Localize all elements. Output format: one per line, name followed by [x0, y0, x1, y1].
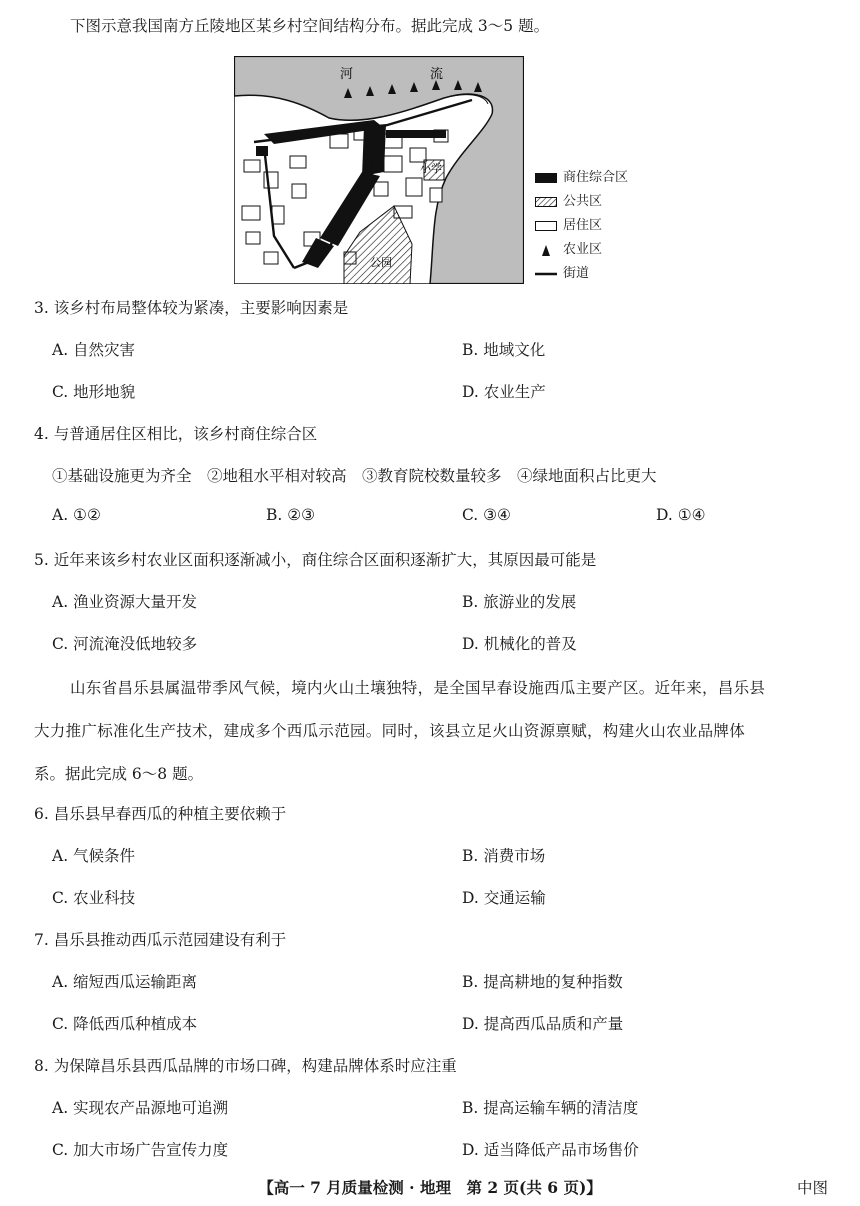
solid-block-icon [535, 173, 557, 183]
question-4-option-a: A. ①② [52, 506, 101, 524]
hatched-block-icon [535, 197, 557, 207]
question-4-option-b: B. ②③ [266, 506, 316, 524]
question-7-stem: 7. 昌乐县推动西瓜示范园建设有利于 [34, 931, 287, 949]
school-label: 小学 [420, 162, 442, 175]
river-label-1: 河 [340, 67, 354, 82]
legend-item-street: 街道 [535, 262, 628, 286]
legend-item-residential: 居住区 [535, 214, 628, 238]
question-5-stem: 5. 近年来该乡村农业区面积逐渐减小，商住综合区面积逐渐扩大，其原因最可能是 [34, 551, 597, 569]
question-3-option-c: C. 地形地貌 [52, 383, 136, 401]
question-6-option-c: C. 农业科技 [52, 889, 136, 907]
river-label-2: 流 [430, 67, 444, 82]
legend-item-public: 公共区 [535, 190, 628, 214]
question-3-option-d: D. 农业生产 [462, 383, 546, 401]
question-7-option-b: B. 提高耕地的复种指数 [462, 973, 623, 991]
legend-item-agriculture: 农业区 [535, 238, 628, 262]
intro-text: 下图示意我国南方丘陵地区某乡村空间结构分布。据此完成 3～5 题。 [70, 17, 550, 35]
question-5-option-d: D. 机械化的普及 [462, 635, 577, 653]
question-6-option-a: A. 气候条件 [52, 847, 136, 865]
question-8-stem: 8. 为保障昌乐县西瓜品牌的市场口碑，构建品牌体系时应注重 [34, 1057, 457, 1075]
question-5-option-a: A. 渔业资源大量开发 [52, 593, 198, 611]
question-7-option-a: A. 缩短西瓜运输距离 [52, 973, 198, 991]
question-5-option-c: C. 河流淹没低地较多 [52, 635, 198, 653]
passage-line-1: 山东省昌乐县属温带季风气候，境内火山土壤独特，是全国早春设施西瓜主要产区。近年来，昌乐县 [70, 679, 766, 697]
question-6-option-d: D. 交通运输 [462, 889, 546, 907]
question-7-option-c: C. 降低西瓜种植成本 [52, 1015, 198, 1033]
question-6-stem: 6. 昌乐县早春西瓜的种植主要依赖于 [34, 805, 287, 823]
question-4-stem: 4. 与普通居住区相比，该乡村商住综合区 [34, 425, 318, 443]
street-line-icon [535, 269, 557, 279]
question-7-option-d: D. 提高西瓜品质和产量 [462, 1015, 624, 1033]
passage-line-3: 系。据此完成 6～8 题。 [34, 765, 204, 783]
outline-block-icon [535, 221, 557, 231]
question-4-option-c: C. ③④ [462, 506, 511, 524]
question-8-option-b: B. 提高运输车辆的清洁度 [462, 1099, 639, 1117]
question-8-option-c: C. 加大市场广告宣传力度 [52, 1141, 229, 1159]
question-4-items: ①基础设施更为齐全 ②地租水平相对较高 ③教育院校数量较多 ④绿地面积占比更大 [52, 467, 657, 485]
village-map [234, 56, 524, 284]
question-3-option-a: A. 自然灾害 [52, 341, 136, 359]
question-3-option-b: B. 地域文化 [462, 341, 546, 359]
question-4-option-d: D. ①④ [656, 506, 706, 524]
page-footer: 【高一 7 月质量检测 · 地理 第 2 页(共 6 页)】 [258, 1178, 602, 1197]
question-5-option-b: B. 旅游业的发展 [462, 593, 577, 611]
page-corner-mark: 中图 [796, 1179, 828, 1197]
passage-line-2: 大力推广标准化生产技术，建成多个西瓜示范园。同时，该县立足火山资源禀赋，构建火山农业品牌体 [34, 722, 746, 740]
question-3-stem: 3. 该乡村布局整体较为紧凑，主要影响因素是 [34, 299, 349, 317]
question-6-option-b: B. 消费市场 [462, 847, 546, 865]
map-legend [535, 166, 628, 286]
plant-icon [535, 244, 557, 256]
question-8-option-a: A. 实现农产品源地可追溯 [52, 1099, 229, 1117]
legend-item-commercial: 商住综合区 [535, 166, 628, 190]
park-label: 公园 [370, 256, 392, 269]
question-8-option-d: D. 适当降低产品市场售价 [462, 1141, 639, 1159]
